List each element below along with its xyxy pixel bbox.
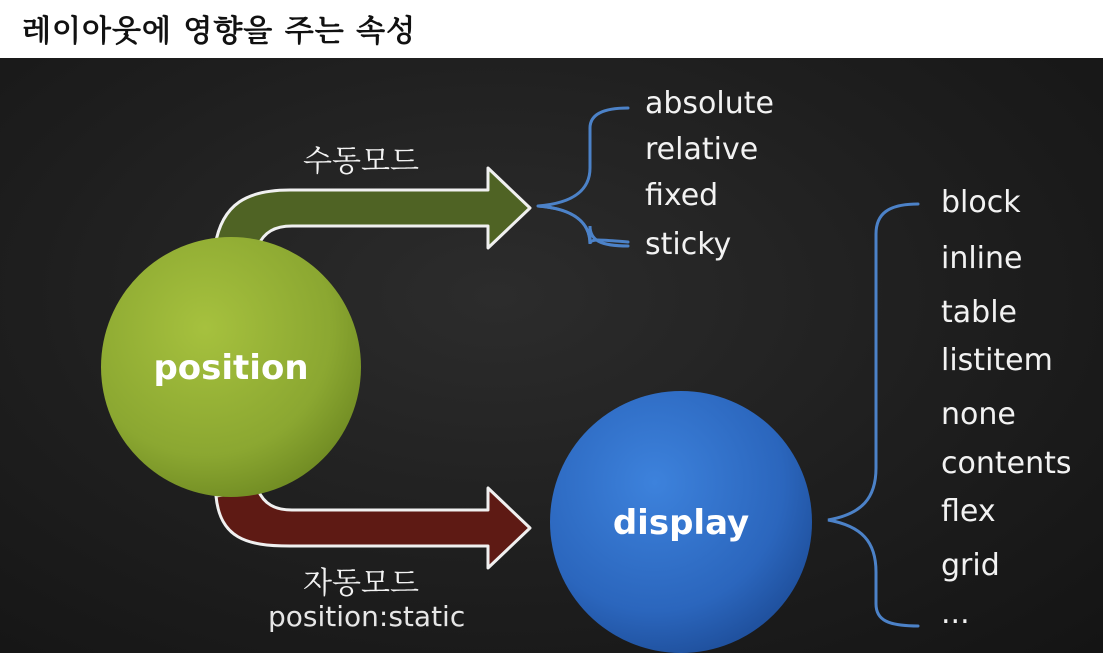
slide	[0, 58, 1103, 653]
position-label: position	[153, 348, 309, 388]
auto-mode-arrow	[216, 488, 530, 568]
display-value-ellipsis: ...	[941, 596, 970, 631]
display-value-flex: flex	[941, 494, 996, 529]
display-value-none: none	[941, 397, 1016, 432]
display-values-brace	[828, 204, 918, 626]
display-value-grid: grid	[941, 548, 1000, 583]
position-values-brace-lower	[538, 206, 628, 244]
position-value-relative: relative	[645, 132, 759, 167]
auto-mode-sublabel: position:static	[268, 600, 466, 633]
manual-mode-label: 수동모드	[303, 144, 419, 179]
display-label: display	[612, 503, 750, 543]
display-value-block: block	[941, 185, 1021, 220]
position-value-fixed: fixed	[645, 178, 719, 213]
position-value-sticky: sticky	[645, 227, 732, 262]
auto-mode-label: 자동모드	[303, 566, 419, 601]
display-value-table: table	[941, 295, 1017, 330]
position-value-absolute: absolute	[645, 86, 774, 121]
page-title: 레이아웃에 영향을 주는 속성	[22, 14, 417, 49]
display-value-listitem: listitem	[941, 343, 1053, 378]
manual-mode-arrow	[215, 168, 530, 248]
display-value-contents: contents	[941, 446, 1072, 481]
display-value-inline: inline	[941, 241, 1023, 276]
title-bar	[0, 0, 1103, 58]
